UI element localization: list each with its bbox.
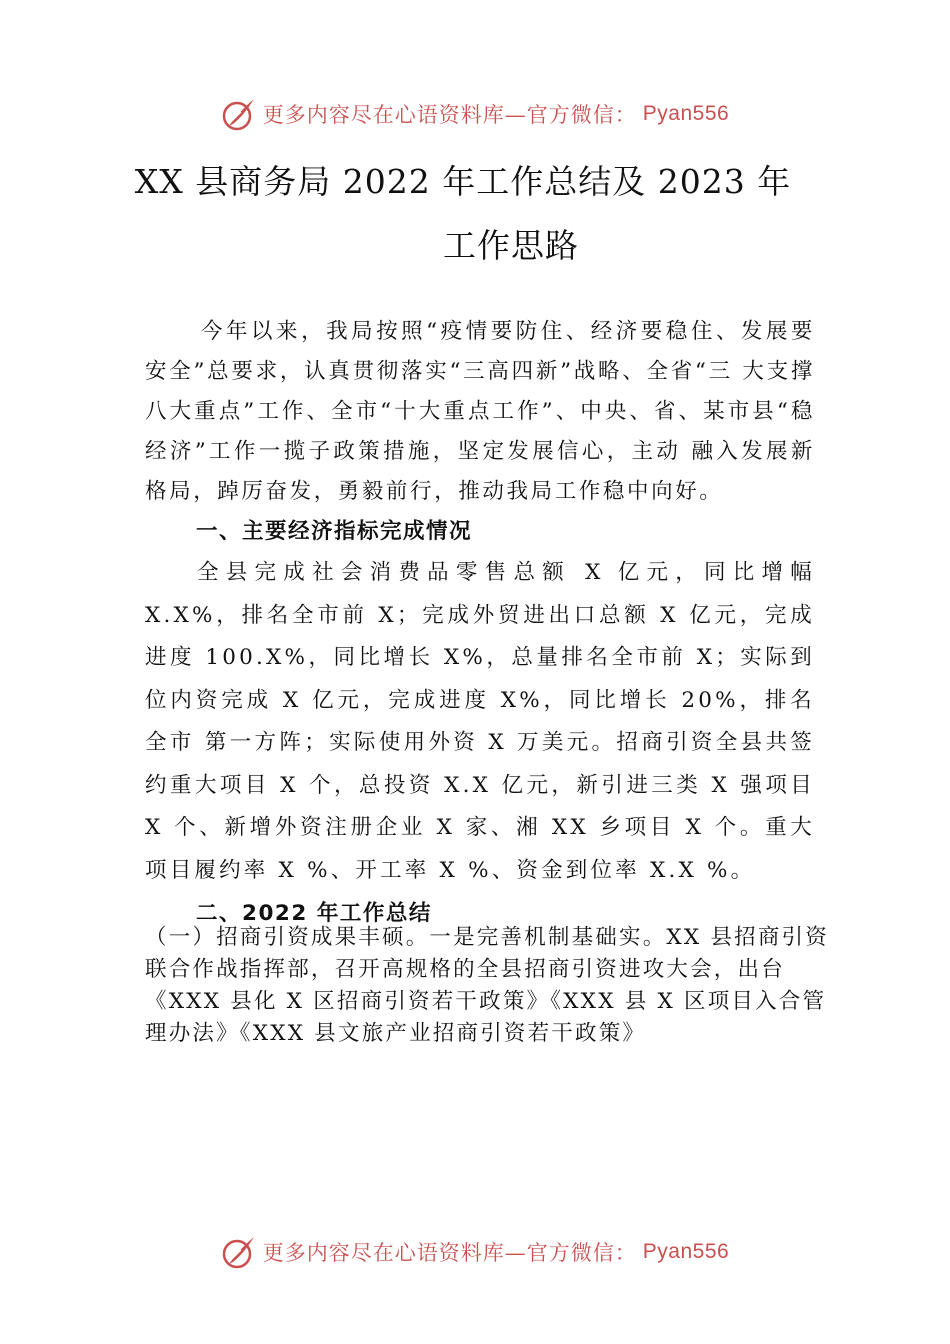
watermark-text: 更多内容尽在心语资料库—官方微信： — [262, 103, 637, 127]
watermark-wechat-id: Pyan556 — [642, 1240, 730, 1263]
section-heading-indicators: 一、主要经济指标完成情况 — [196, 519, 473, 544]
watermark-header — [0, 96, 950, 132]
section-heading-summary: 二、2022 年工作总结 — [196, 901, 432, 926]
section-body-indicators: 全县完成社会消费品零售总额 X 亿元，同比增幅 X.X%，排名全市前 X；完成外贸进出口总额 X 亿元，完成进度 100.X%，同比增长 X%，总量排名全市前 X；实际到位内资完成 X 亿元，完成进度 X%，同比增长 20%，排名全市 第一方阵；实际使用外资 X 万美元。招商引资全县共签约重大项目 X 个，总投资 X.X 亿元，新引进三类 X 强项目 X 个、新增外资注册企业 X 家、湘 XX 乡项目 X 个。重大项目履约率 X %、开工率 X %、资金到位率 X.X %。 — [145, 560, 815, 883]
watermark-wechat-id: Pyan556 — [642, 102, 730, 125]
document-title-line1: XX 县商务局 2022 年工作总结及 2023 年 — [134, 162, 792, 201]
watermark-footer — [0, 1234, 950, 1270]
quill-logo-icon — [221, 96, 257, 132]
quill-logo-icon — [221, 1234, 257, 1270]
intro-paragraph: 今年以来，我局按照“疫情要防住、经济要稳住、发展要安全”总要求，认真贯彻落实“三高四新”战略、全省“三 大支撑八大重点”工作、全市“十大重点工作”、中央、省、某市县“稳经济”工作一揽子政策措施，坚定发展信心，主动 融入发展新格局，踔厉奋发，勇毅前行，推动我局工作稳中向好。 — [145, 319, 815, 504]
watermark-text: 更多内容尽在心语资料库—官方微信： — [262, 1241, 637, 1265]
section-body-summary: （一）招商引资成果丰硕。一是完善机制基础实。XX 县招商引资联合作战指挥部，召开高规格的全县招商引资进攻大会，出台《XXX 县化 X 区招商引资若干政策》《XXX 县 X 区项目入合管理办法》《XXX 县文旅产业招商引资若干政策》 — [145, 925, 829, 1046]
document-title-line2: 工作思路 — [443, 226, 579, 265]
